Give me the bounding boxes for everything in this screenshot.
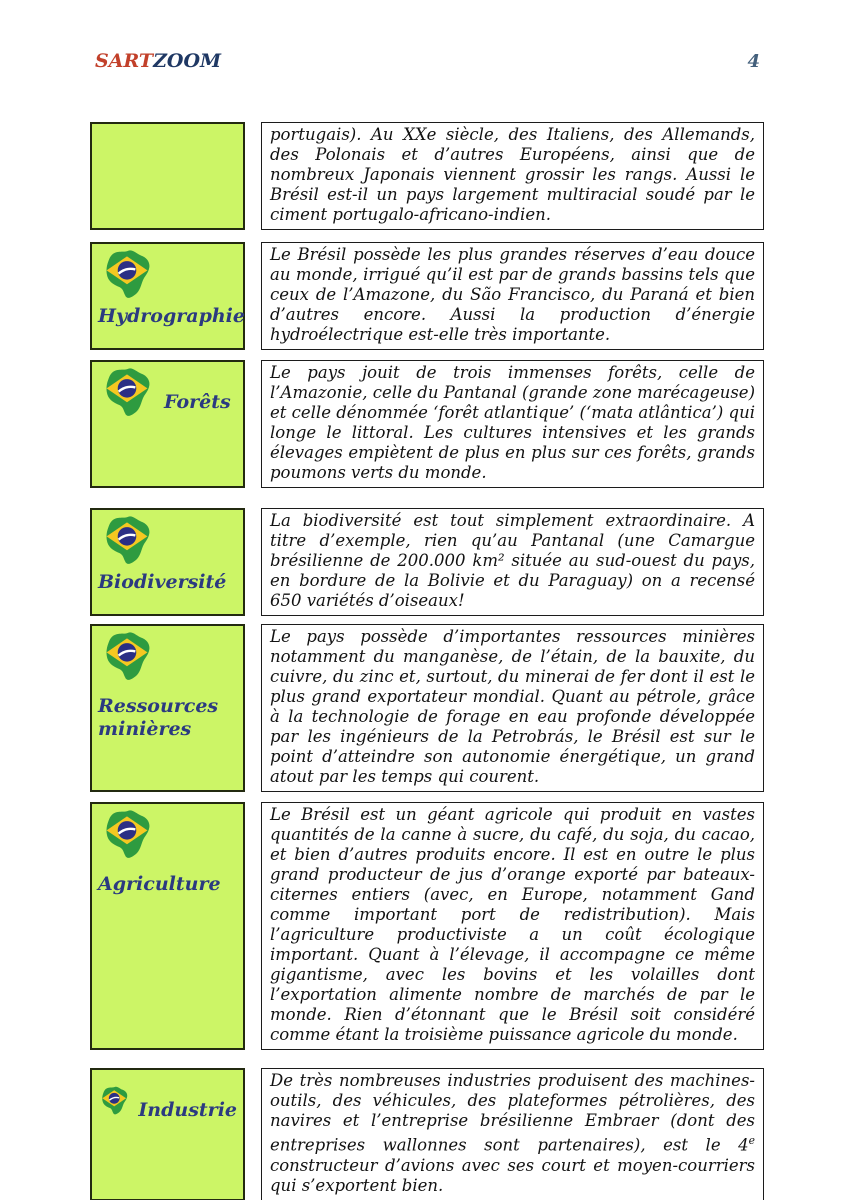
brand-title (95, 50, 221, 72)
category-cell-ressources-minieres (90, 624, 245, 792)
category-label: Industrie (138, 1099, 237, 1121)
row-text: Le pays jouit de trois immenses forêts, celle de l’Amazonie, celle du Pantanal (grande zone marécageuse) et celle dénommée ‘forêt atlantique’ (‘mata atlântica’) qui longe le littoral. Les cultures intensives et les grands élevages empiètent de plus en plus sur ces forêts, grands poumons verts du monde. (270, 363, 756, 482)
brazil-flag-icon (98, 631, 156, 683)
table-row (90, 122, 764, 230)
category-cell-industrie (90, 1068, 245, 1200)
text-cell (261, 360, 764, 488)
row-text: La biodiversité est tout simplement extraordinaire. A titre d’exemple, rien qu’au Pantanal (une Camargue brésilienne de 200.000 km² située au sud-ouest du pays, en bordure de la Bolivie et du Paraguay) on a recensé 650 variétés d’oiseaux! (270, 511, 755, 610)
category-cell-agriculture (90, 802, 245, 1050)
brand-sart: SART (95, 50, 154, 72)
page-header (95, 50, 760, 72)
row-text: Le Brésil possède les plus grandes réserves d’eau douce au monde, irrigué qu’il est par de grands bassins tels que ceux de l’Amazone, du São Francisco, du Paraná et bien d’autres encore. Aussi la production d’énergie hydroélectrique est-elle très importante. (270, 245, 755, 344)
table-row (90, 360, 764, 488)
category-label: Biodiversité (98, 571, 227, 593)
brazil-flag-icon (98, 809, 156, 861)
table-row (90, 508, 764, 616)
page-number: 4 (747, 51, 760, 72)
row-text-before-sup: De très nombreuses industries produisent des machines-outils, des véhicules, des plateformes pétrolières, des navires et l’entreprise brésilienne Embraer (dont des entreprises wallonnes sont partenaires), est le 4 (270, 1071, 755, 1155)
row-text: Le pays possède d’importantes ressources minières notamment du manganèse, de l’étain, de la bauxite, du cuivre, du zinc et, surtout, du minerai de fer dont il est le plus grand exportateur mondial. Quant au pétrole, grâce à la technologie de forage en eau profonde développée par les ingénieurs de la Petrobrás, le Brésil est sur le point d’atteindre son autonomie énergétique, un grand atout par les temps qui courent. (270, 627, 755, 786)
category-cell-forets (90, 360, 245, 488)
row-text-after-sup: constructeur d’avions avec ses court et moyen-courriers qui s’exportent bien. (270, 1155, 755, 1195)
content-table (90, 122, 764, 1200)
category-label: Forêts (164, 391, 231, 413)
category-cell-hydrographie (90, 242, 245, 350)
brazil-flag-icon (98, 367, 156, 419)
text-cell (261, 508, 764, 616)
category-label: Hydrographie (98, 305, 245, 327)
text-cell (261, 802, 764, 1050)
text-cell (261, 242, 764, 350)
text-cell (261, 122, 764, 230)
ordinal-superscript: e (748, 1134, 755, 1147)
brazil-flag-icon (98, 515, 156, 567)
row-text: Le Brésil est un géant agricole qui produit en vastes quantités de la canne à sucre, du café, du soja, du cacao, et bien d’autres produits encore. Il est en outre le plus grand producteur de jus d’orange exporté par bateaux-citernes entiers (avec, en Europe, notamment Gand comme important port de redistribution). Mais l’agriculture productiviste a un coût écologique important. Quant à l’élevage, il accompagne ce même gigantisme, avec les bovins et les volailles dont l’exportation alimente nombre de marchés de par le monde. Rien d’étonnant que le Brésil soit considéré comme étant la troisième puissance agricole du monde. (270, 805, 755, 1044)
text-cell (261, 1068, 764, 1200)
row-text (270, 1071, 755, 1196)
table-row (90, 1068, 764, 1200)
category-cell-biodiversite (90, 508, 245, 616)
text-cell (261, 624, 764, 792)
category-label: Agriculture (98, 873, 221, 895)
row-text: portugais). Au XXe siècle, des Italiens, des Allemands, des Polonais et d’autres Européens, ainsi que de nombreux Japonais viennent grossir les rangs. Aussi le Brésil est-il un pays largement multiracial soudé par le ciment portugalo-africano-indien. (270, 125, 755, 224)
table-row (90, 242, 764, 350)
brazil-flag-icon (98, 249, 156, 301)
brand-zoom: ZOOM (153, 50, 222, 72)
table-row (90, 624, 764, 792)
category-label: Ressources minières (98, 695, 219, 740)
table-row (90, 802, 764, 1050)
category-cell-empty (90, 122, 245, 230)
brazil-flag-icon (98, 1075, 130, 1127)
